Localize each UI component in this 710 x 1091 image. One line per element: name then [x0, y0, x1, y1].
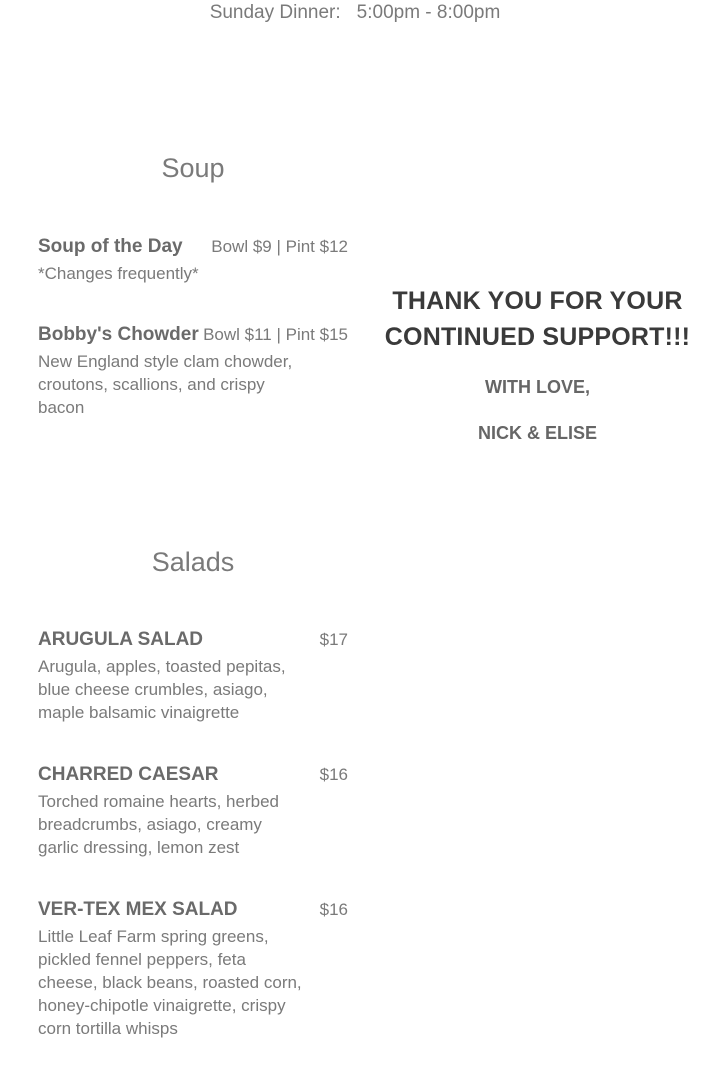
item-price: $17: [319, 630, 348, 649]
salads-heading: Salads: [151, 547, 235, 577]
hours-line: [0, 0, 710, 26]
item-price: $16: [319, 900, 348, 919]
thank-you-note: [380, 283, 695, 445]
item-name: VER-TEX MEX SALAD: [38, 899, 238, 920]
item-description: Little Leaf Farm spring greens, pickled fennel peppers, feta cheese, black beans, roasted corn, honey-chipotle vinaigrette, crispy corn tortilla whisps: [38, 927, 302, 1038]
item-name: Bobby's Chowder: [38, 324, 199, 345]
item-price: Bowl $9 | Pint $12: [211, 237, 348, 256]
thank-you-closing: WITH LOVE,: [485, 377, 590, 397]
item-description: New England style clam chowder, croutons, scallions, and crispy bacon: [38, 352, 293, 417]
menu-item-arugula-salad: [38, 627, 348, 724]
menu-item-ver-tex-mex-salad: [38, 897, 348, 1040]
item-price: $16: [319, 765, 348, 784]
menu-item-charred-caesar: [38, 762, 348, 859]
hours-time: 5:00pm - 8:00pm: [356, 2, 501, 23]
item-price: Bowl $11 | Pint $15: [203, 325, 348, 344]
item-description: Arugula, apples, toasted pepitas, blue cheese crumbles, asiago, maple balsamic vinaigrette: [38, 657, 286, 722]
item-description: *Changes frequently*: [38, 264, 199, 283]
thank-you-title: THANK YOU FOR YOUR CONTINUED SUPPORT!!!: [384, 287, 691, 351]
thank-you-signature: NICK & ELISE: [477, 423, 597, 443]
item-description: Torched romaine hearts, herbed breadcrumbs, asiago, creamy garlic dressing, lemon zest: [38, 792, 279, 857]
menu-item-soup-of-the-day: [38, 234, 348, 285]
item-name: CHARRED CAESAR: [38, 764, 219, 785]
soup-heading: Soup: [161, 153, 225, 183]
item-name: ARUGULA SALAD: [38, 629, 204, 650]
hours-label: Sunday Dinner:: [209, 2, 341, 23]
menu-item-bobbys-chowder: [38, 322, 348, 419]
item-name: Soup of the Day: [38, 236, 183, 257]
